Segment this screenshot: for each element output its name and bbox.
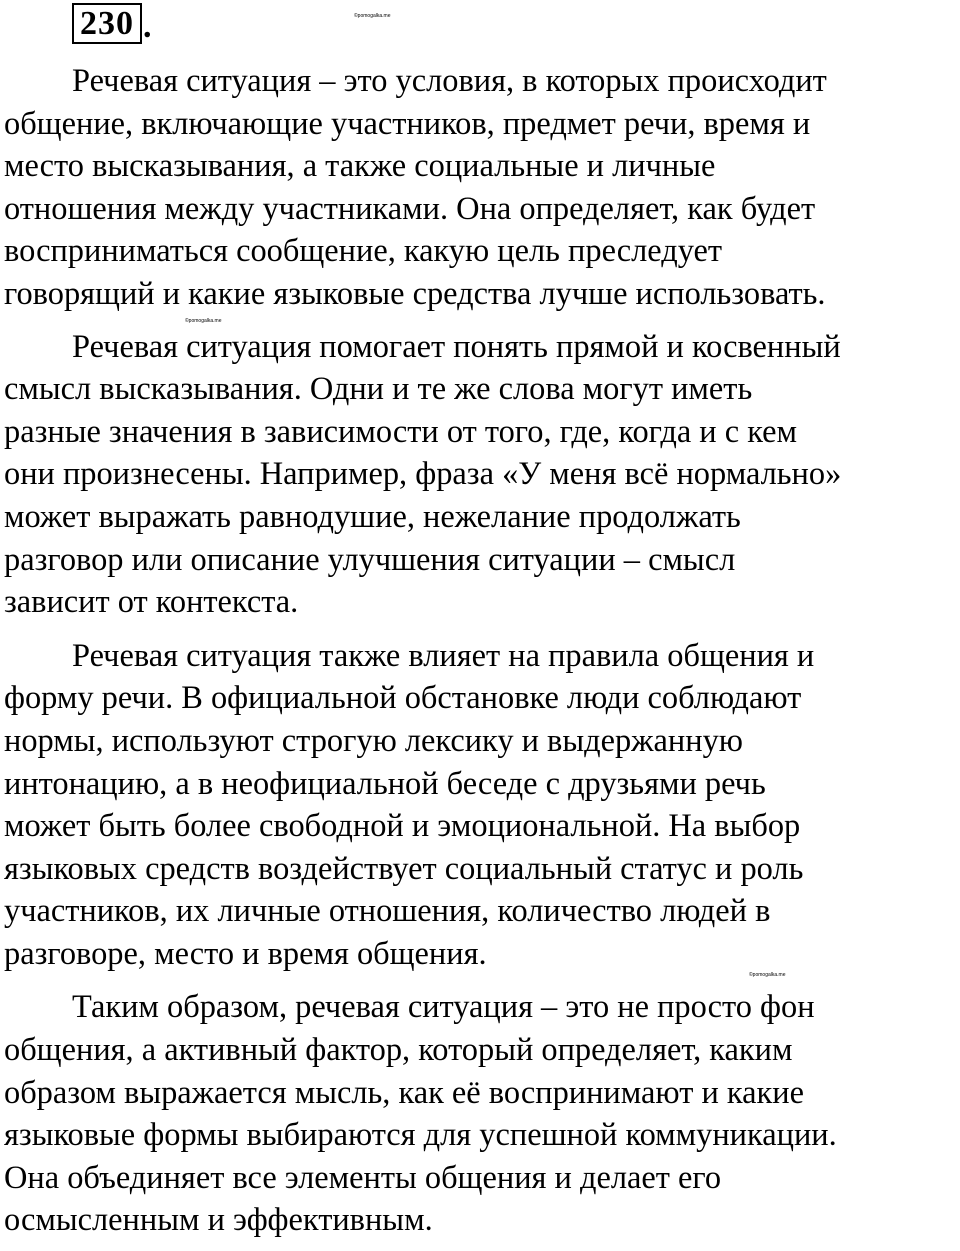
text-line: Речевая ситуация также влияет на правила общения и xyxy=(72,637,815,674)
text-line: языковые формы выбираются для успешной коммуникации. xyxy=(4,1117,837,1154)
task-number-suffix: . xyxy=(143,8,152,45)
text-line: интонацию, а в неофициальной беседе с друзьями речь xyxy=(4,765,766,802)
text-line: место высказывания, а также социальные и личные xyxy=(4,148,716,185)
text-line: Таким образом, речевая ситуация – это не просто фон xyxy=(72,989,815,1026)
watermark: ©pomogalka.me xyxy=(185,318,222,324)
text-line: разные значения в зависимости от того, где, когда и с кем xyxy=(4,413,797,450)
text-line: языковых средств воздействует социальный статус и роль xyxy=(4,850,804,887)
text-line: отношения между участниками. Она определяет, как будет xyxy=(4,190,816,227)
text-line: нормы, используют строгую лексику и выдержанную xyxy=(4,722,743,759)
text-line: они произнесены. Например, фраза «У меня всё нормально» xyxy=(4,456,842,493)
paragraph-1 xyxy=(4,60,960,316)
text-line: может выражать равнодушие, нежелание продолжать xyxy=(4,498,741,535)
text-line: смысл высказывания. Одни и те же слова могут иметь xyxy=(4,371,753,408)
text-line: образом выражается мысль, как её воспринимают и какие xyxy=(4,1074,804,1111)
text-line: общения, а активный фактор, который определяет, каким xyxy=(4,1032,793,1069)
text-line: восприниматься сообщение, какую цель преследует xyxy=(4,233,723,270)
paragraph-3 xyxy=(4,635,960,976)
task-number-box: 230 xyxy=(72,3,142,44)
text-line: разговоре, место и время общения. xyxy=(4,935,487,972)
text-line: форму речи. В официальной обстановке люди соблюдают xyxy=(4,680,802,717)
paragraph-4 xyxy=(4,986,960,1242)
task-number xyxy=(72,4,152,44)
text-line: общение, включающие участников, предмет речи, время и xyxy=(4,105,811,142)
text-line: Речевая ситуация – это условия, в которых происходит xyxy=(72,63,827,99)
text-line: может быть более свободной и эмоциональной. На выбор xyxy=(4,808,801,845)
answer-text xyxy=(4,60,960,1242)
text-line: Речевая ситуация помогает понять прямой и косвенный xyxy=(72,328,841,365)
text-line: Она объединяет все элементы общения и делает его xyxy=(4,1159,722,1196)
text-line: говорящий и какие языковые средства лучше использовать. xyxy=(4,275,826,312)
text-line: разговор или описание улучшения ситуации – смысл xyxy=(4,541,736,578)
watermark: ©pomogalka.me xyxy=(749,972,786,978)
text-line: зависит от контекста. xyxy=(4,584,299,621)
paragraph-2 xyxy=(4,326,960,624)
text-line: участников, их личные отношения, количество людей в xyxy=(4,893,771,930)
watermark: ©pomogalka.me xyxy=(354,13,391,19)
text-line: осмысленным и эффективным. xyxy=(4,1202,433,1239)
